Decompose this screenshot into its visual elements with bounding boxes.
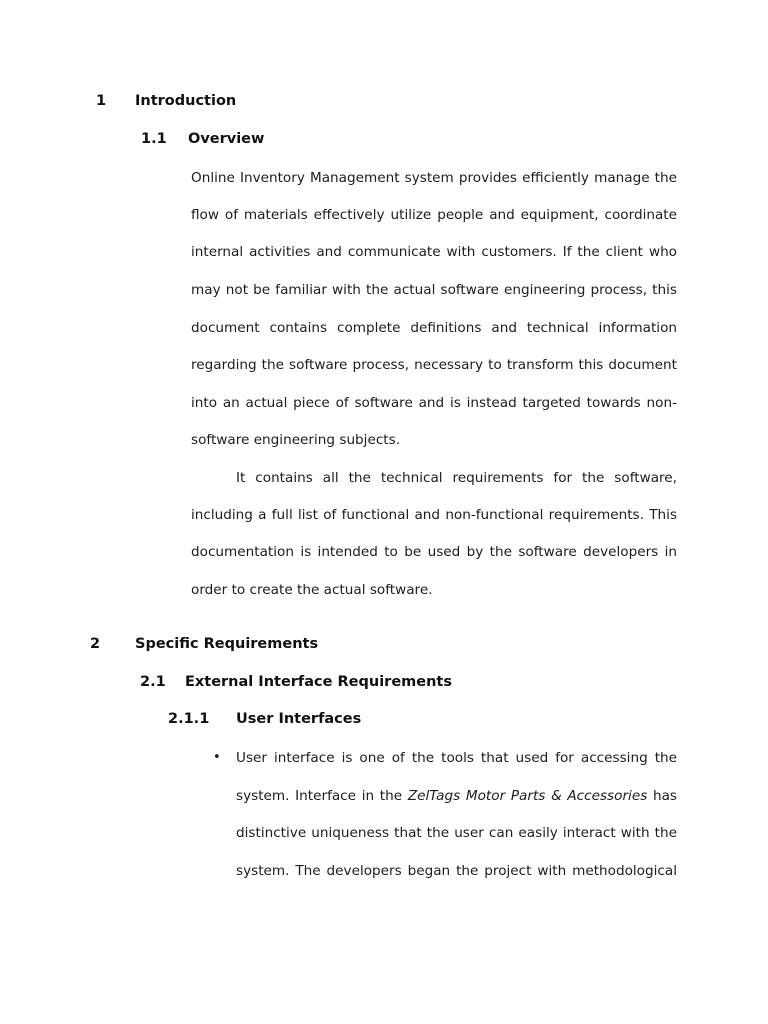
bullet-text: system. Interface in the <box>236 788 408 804</box>
paragraph-line: may not be familiar with the actual software engineering process, this <box>191 282 677 298</box>
paragraph-line: documentation is intended to be used by the software developers in <box>191 544 677 560</box>
heading-1-1-title: Overview <box>188 131 265 147</box>
paragraph-line: flow of materials effectively utilize people and equipment, coordinate <box>191 207 677 223</box>
heading-2-1-title: External Interface Requirements <box>185 674 452 690</box>
paragraph-line: document contains complete definitions and technical information <box>191 320 677 336</box>
bullet-icon: • <box>213 750 221 765</box>
paragraph-line: software engineering subjects. <box>191 432 401 448</box>
heading-1-title: Introduction <box>135 93 237 109</box>
paragraph-line: It contains all the technical requirements for the software, <box>236 470 677 486</box>
paragraph-line: internal activities and communicate with customers. If the client who <box>191 244 677 260</box>
bullet-line: User interface is one of the tools that used for accessing the <box>236 750 677 766</box>
heading-2-1 <box>140 674 460 694</box>
paragraph-line: Online Inventory Management system provides efficiently manage the <box>191 170 677 186</box>
paragraph-line: order to create the actual software. <box>191 582 433 598</box>
heading-2-title: Specific Requirements <box>135 636 319 652</box>
heading-2-1-1-title: User Interfaces <box>236 711 362 727</box>
company-name: ZelTags Motor Parts & Accessories <box>407 788 648 804</box>
heading-2-1-number: 2.1 <box>140 674 166 690</box>
heading-2-number: 2 <box>90 636 101 652</box>
paragraph-line: into an actual piece of software and is instead targeted towards non- <box>191 395 677 411</box>
heading-1-1 <box>141 131 341 151</box>
heading-2-1-1-number: 2.1.1 <box>168 711 210 727</box>
heading-2-1-1 <box>168 711 418 731</box>
bullet-line: distinctive uniqueness that the user can easily interact with the <box>236 825 677 841</box>
heading-1-1-number: 1.1 <box>141 131 167 147</box>
bullet-line <box>236 787 677 805</box>
bullet-line: system. The developers began the project with methodological <box>236 863 677 879</box>
paragraph-line: regarding the software process, necessary to transform this document <box>191 357 677 373</box>
heading-1-number: 1 <box>96 93 107 109</box>
heading-2 <box>90 636 390 656</box>
heading-1 <box>96 93 296 113</box>
bullet-text: has <box>647 788 678 804</box>
paragraph-line: including a full list of functional and non-functional requirements. This <box>191 507 677 523</box>
